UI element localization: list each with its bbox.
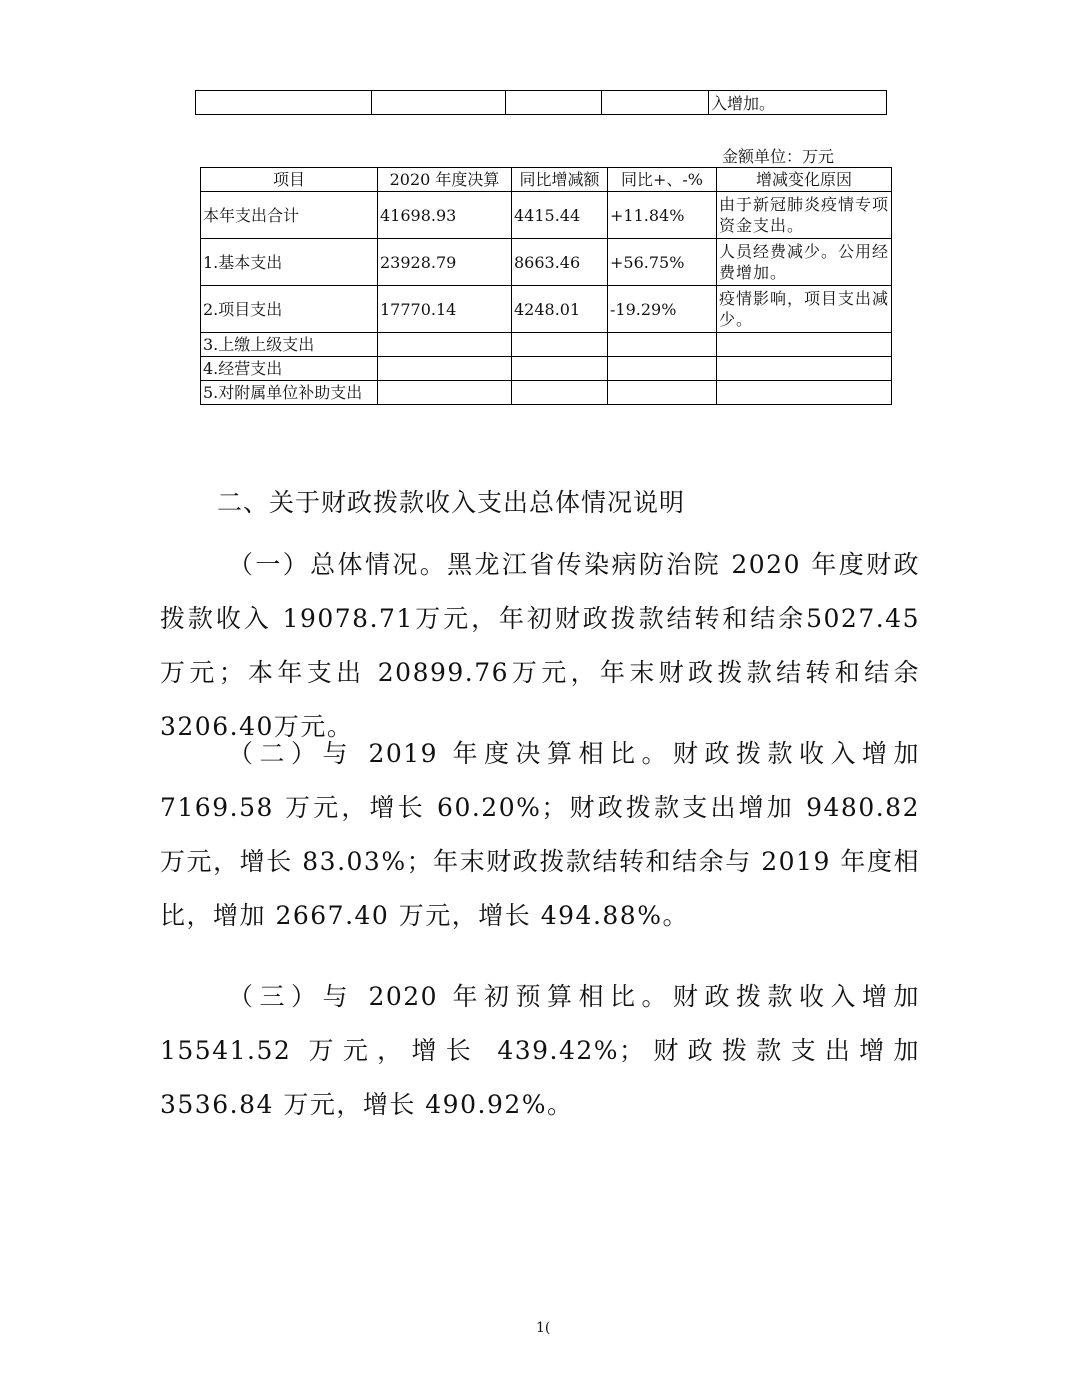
table-cell: 人员经费减少。公用经费增加。 <box>717 239 892 286</box>
table-row <box>201 239 892 286</box>
column-header: 增减变化原因 <box>717 168 892 192</box>
table-cell: 8663.46 <box>512 239 608 286</box>
section-heading: 二、关于财政拨款收入支出总体情况说明 <box>217 488 686 517</box>
column-header: 2020 年度决算 <box>378 168 512 192</box>
table-cell: 5.对附属单位补助支出 <box>201 381 378 405</box>
table-cell: 41698.93 <box>378 192 512 239</box>
table-cell <box>512 381 608 405</box>
table-cell: 入增加。 <box>709 91 887 115</box>
table-cell: 疫情影响，项目支出减少。 <box>717 286 892 333</box>
page-number: 1( <box>536 1320 551 1336</box>
table-cell <box>608 381 717 405</box>
table-cell: -19.29% <box>608 286 717 333</box>
table-cell: 4248.01 <box>512 286 608 333</box>
column-header: 同比增减额 <box>512 168 608 192</box>
table-cell <box>378 381 512 405</box>
table-cell: 23928.79 <box>378 239 512 286</box>
table-cell <box>717 381 892 405</box>
column-header: 同比+、-% <box>608 168 717 192</box>
table-cell <box>608 357 717 381</box>
table-cell: 17770.14 <box>378 286 512 333</box>
table-row <box>201 286 892 333</box>
unit-label: 金额单位：万元 <box>722 147 835 166</box>
continued-table <box>195 90 887 115</box>
table-cell <box>372 91 506 115</box>
paragraph-overall: （一）总体情况。黑龙江省传染病防治院 2020 年度财政拨款收入 19078.71万元，年初财政拨款结转和结余5027.45 万元；本年支出 20899.76万元，年末财政拨款结转和结余3206.40万元。 <box>160 550 920 741</box>
table-cell: 2.项目支出 <box>201 286 378 333</box>
table-cell <box>378 357 512 381</box>
table-cell: 由于新冠肺炎疫情专项资金支出。 <box>717 192 892 239</box>
table-cell: +56.75% <box>608 239 717 286</box>
table-cell: 本年支出合计 <box>201 192 378 239</box>
table-cell <box>717 357 892 381</box>
table-cell <box>608 333 717 357</box>
table-row <box>201 381 892 405</box>
table-header-row <box>201 168 892 192</box>
table-cell <box>196 91 372 115</box>
table-cell <box>512 357 608 381</box>
table-cell: +11.84% <box>608 192 717 239</box>
table-cell: 1.基本支出 <box>201 239 378 286</box>
table-cell <box>506 91 602 115</box>
table-row <box>201 357 892 381</box>
table-cell: 4415.44 <box>512 192 608 239</box>
table-cell: 4.经营支出 <box>201 357 378 381</box>
table-cell: 3.上缴上级支出 <box>201 333 378 357</box>
paragraph-vs-budget: （三）与 2020 年初预算相比。财政拨款收入增加 15541.52 万元，增长 439.42%；财政拨款支出增加 3536.84 万元，增长 490.92%。 <box>160 982 920 1119</box>
table-cell <box>512 333 608 357</box>
table-cell <box>717 333 892 357</box>
expense-table <box>200 167 892 405</box>
table-cell <box>602 91 709 115</box>
table-cell <box>378 333 512 357</box>
table-row <box>201 333 892 357</box>
paragraph-vs-2019: （二）与 2019 年度决算相比。财政拨款收入增加 7169.58 万元，增长 60.20%；财政拨款支出增加 9480.82 万元，增长 83.03%；年末财政拨款结转和结余与 2019 年度相比，增加 2667.40 万元，增长 494.88%。 <box>160 739 920 930</box>
column-header: 项目 <box>201 168 378 192</box>
table-row <box>201 192 892 239</box>
